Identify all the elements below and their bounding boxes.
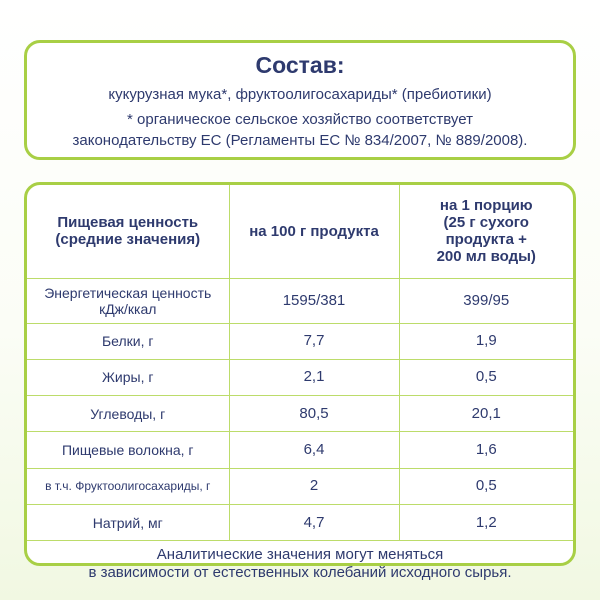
table-row xyxy=(27,323,573,359)
row-carbs-per100: 80,5 xyxy=(229,396,399,432)
table-footer-row xyxy=(27,541,573,586)
row-sodium-name: Натрий, мг xyxy=(27,504,229,540)
analytical-note xyxy=(27,541,573,586)
row-fiber-name: Пищевые волокна, г xyxy=(27,432,229,468)
row-protein-portion: 1,9 xyxy=(399,323,573,359)
nutrition-table-card xyxy=(24,182,576,581)
row-energy-name xyxy=(27,278,229,323)
analytical-note-line-2: в зависимости от естественных колебаний исходного сырья. xyxy=(88,563,512,581)
header-per-portion xyxy=(399,185,573,278)
row-fat-name: Жиры, г xyxy=(27,359,229,395)
header-portion-line-3: продукта + xyxy=(445,231,527,249)
organic-note-line-1: * органическое сельское хозяйство соответствует xyxy=(127,111,473,128)
header-portion-line-1: на 1 порцию xyxy=(439,197,533,215)
header-nutrient-line-1: Пищевая ценность xyxy=(57,214,199,232)
row-sodium-per100: 4,7 xyxy=(229,504,399,540)
header-portion-line-4: 200 мл воды) xyxy=(436,248,536,266)
row-sodium-portion: 1,2 xyxy=(399,504,573,540)
energy-name-line-2: кДж/ккал xyxy=(99,300,157,317)
header-nutrient xyxy=(27,185,229,278)
organic-note-line-2: законодательству ЕС (Регламенты ЕС № 834/2007, № 889/2008). xyxy=(72,132,528,149)
table-row xyxy=(27,504,573,540)
analytical-note-line-1: Аналитические значения могут меняться xyxy=(156,545,444,563)
row-protein-name: Белки, г xyxy=(27,323,229,359)
header-nutrient-line-2: (средние значения) xyxy=(55,231,201,249)
row-fos-name: в т.ч. Фруктоолигосахариды, г xyxy=(27,468,229,504)
row-protein-per100: 7,7 xyxy=(229,323,399,359)
ingredients-text: кукурузная мука*, фруктоолигосахариды* (пребиотики) xyxy=(108,86,492,103)
row-fiber-portion: 1,6 xyxy=(399,432,573,468)
table-header-row xyxy=(27,185,573,278)
table-row xyxy=(27,359,573,395)
energy-name-line-1: Энергетическая ценность xyxy=(44,284,212,301)
row-carbs-name: Углеводы, г xyxy=(27,396,229,432)
table-row xyxy=(27,396,573,432)
row-energy-portion: 399/95 xyxy=(399,278,573,323)
composition-card xyxy=(24,40,576,160)
table-row xyxy=(27,278,573,323)
row-fat-per100: 2,1 xyxy=(229,359,399,395)
row-fos-per100: 2 xyxy=(229,468,399,504)
row-fos-portion: 0,5 xyxy=(399,468,573,504)
row-energy-per100: 1595/381 xyxy=(229,278,399,323)
nutrition-table xyxy=(27,185,573,586)
table-row xyxy=(27,468,573,504)
row-fat-portion: 0,5 xyxy=(399,359,573,395)
row-fiber-per100: 6,4 xyxy=(229,432,399,468)
table-row xyxy=(27,432,573,468)
header-per-100g: на 100 г продукта xyxy=(229,185,399,278)
header-portion-line-2: (25 г сухого xyxy=(443,214,529,232)
composition-title: Состав: xyxy=(255,52,345,78)
row-carbs-portion: 20,1 xyxy=(399,396,573,432)
